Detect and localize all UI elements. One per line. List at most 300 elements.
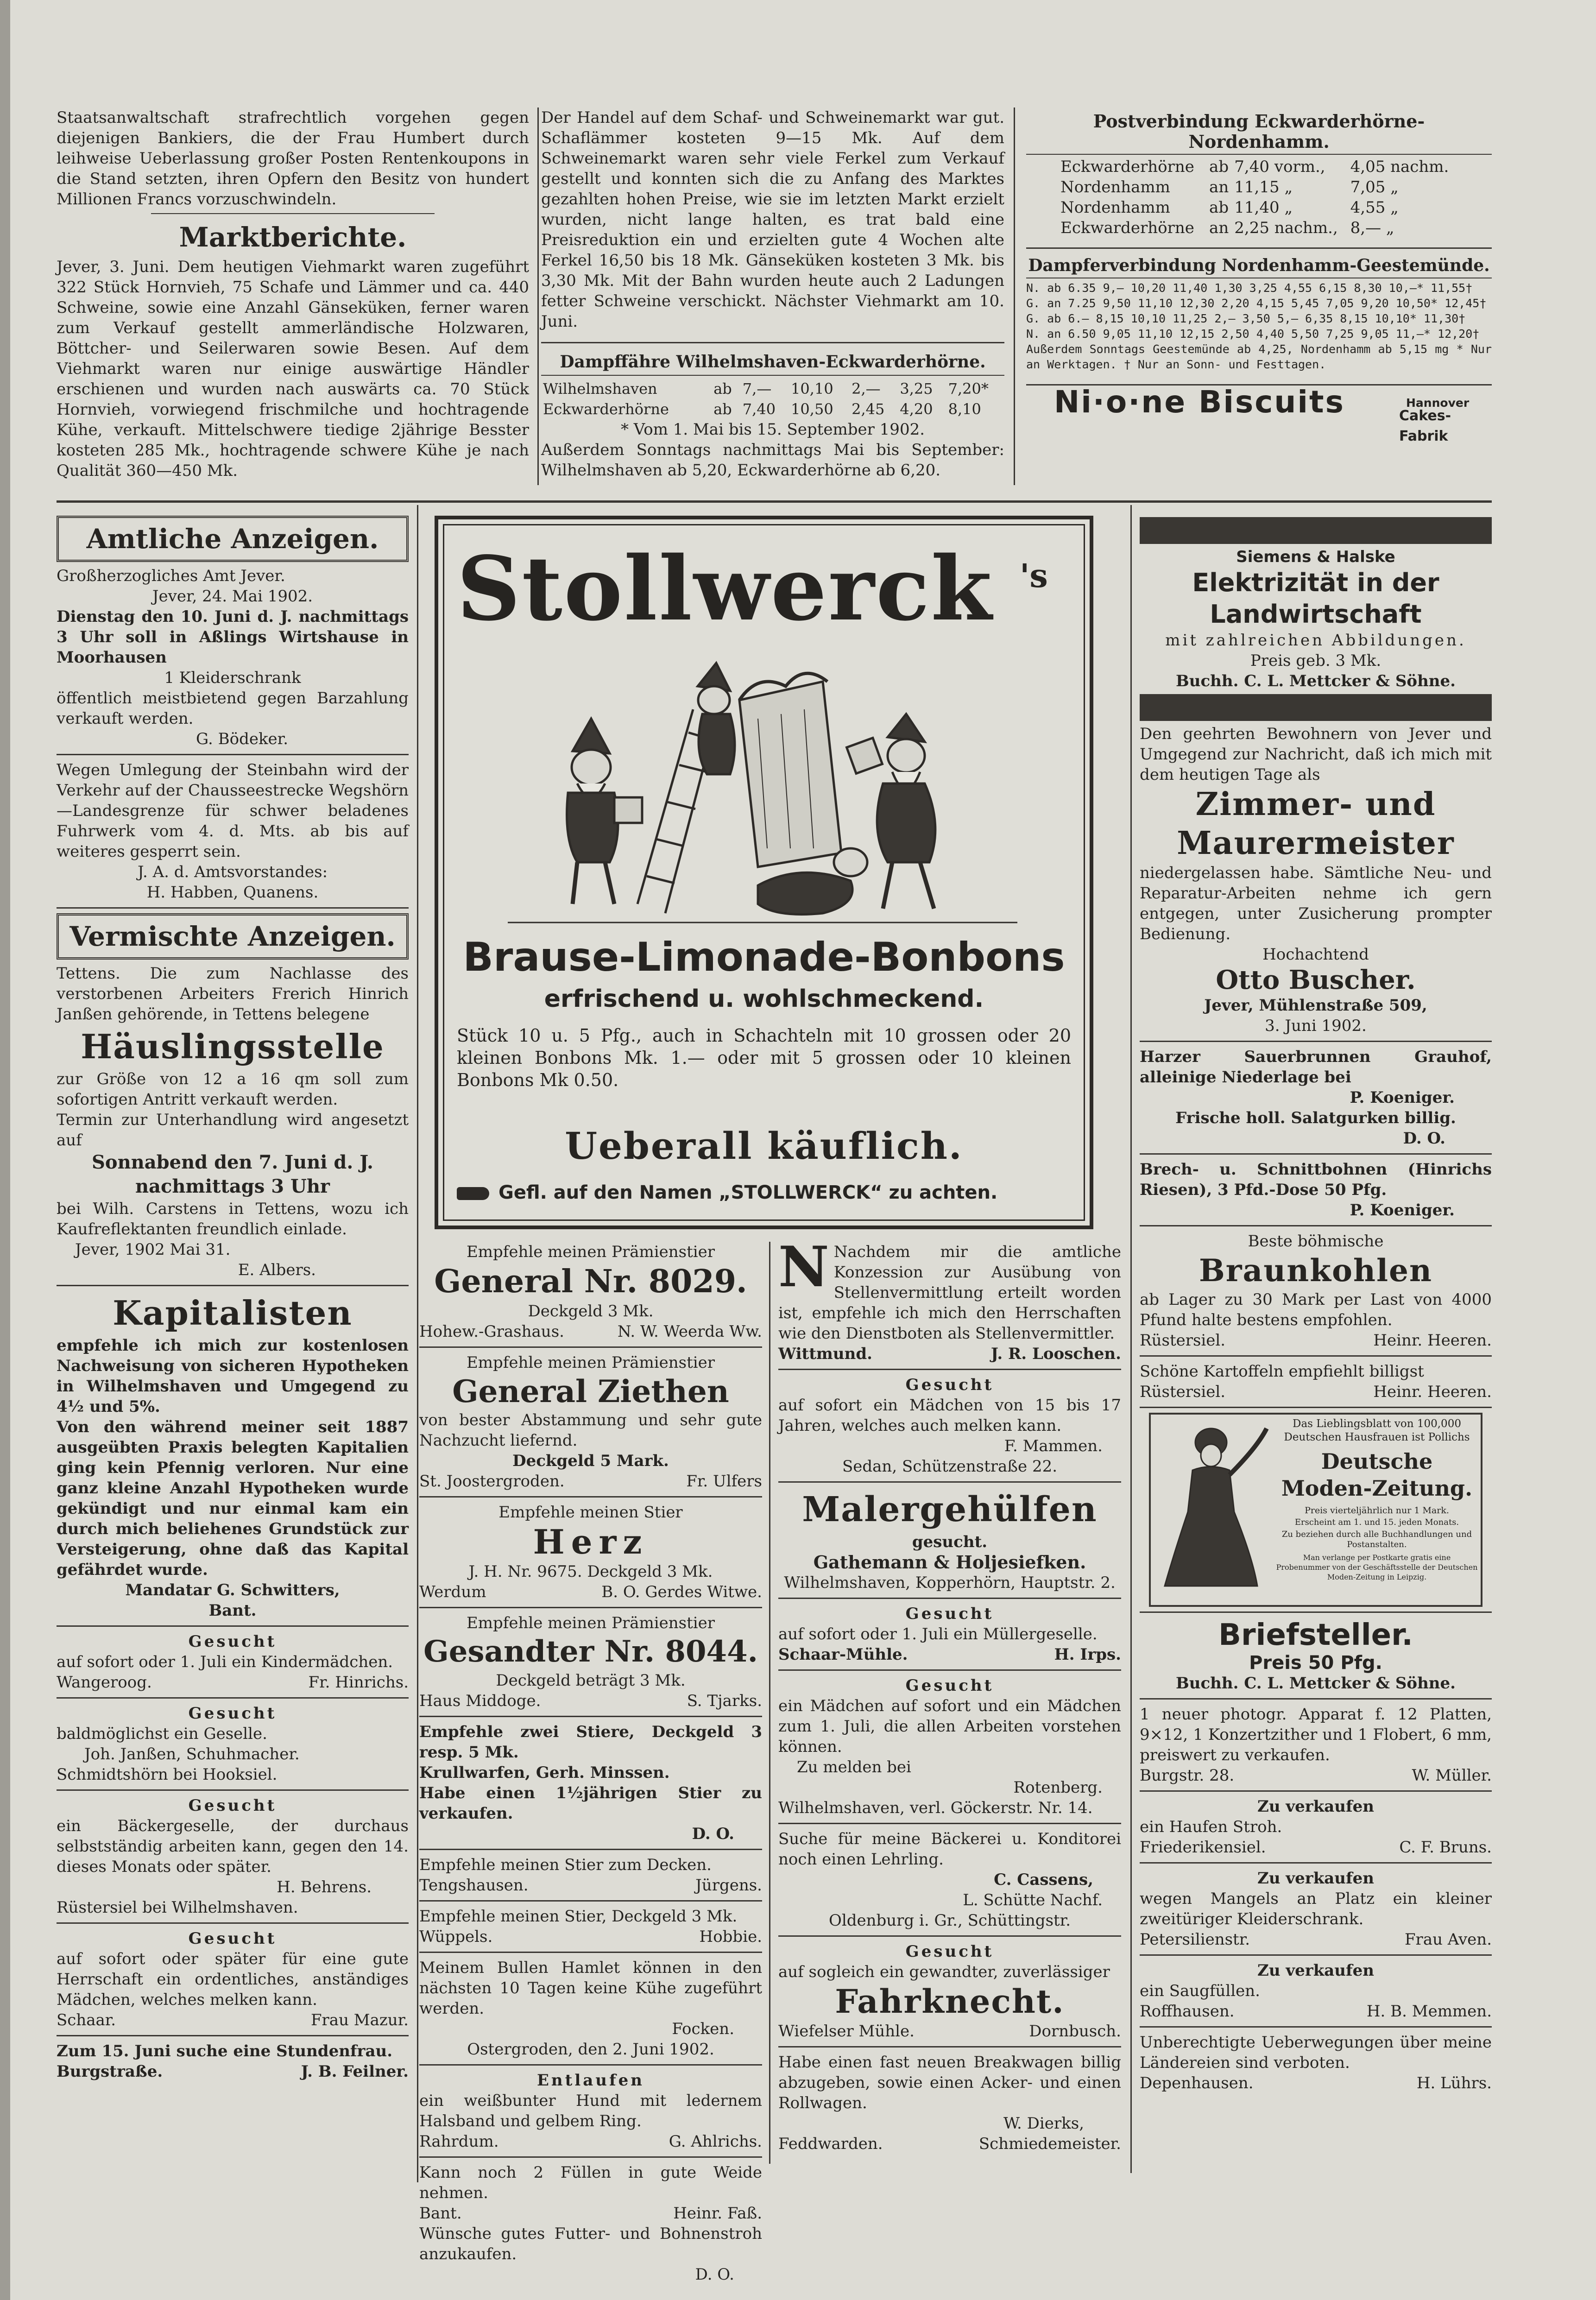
letter-writer-seller: Buchh. C. L. Mettcker & Söhne.: [1176, 1674, 1456, 1693]
wanted-name: Rotenberg.: [1013, 1778, 1103, 1797]
bull-ad-signature: [419, 1321, 762, 1342]
market-heading: Marktberichte.: [179, 221, 407, 253]
road-closure-signature: H. Habben, Quanens.: [146, 883, 319, 902]
column-1: [57, 512, 409, 2082]
woman-figure-illustration: [1155, 1419, 1276, 1591]
apprentice-name: C. Cassens,: [994, 1870, 1093, 1889]
divider: [1140, 1355, 1492, 1357]
magazine-availability: Zu beziehen durch alle Buchhandlungen und Postanstalten.: [1281, 1529, 1472, 1549]
post-title: Postverbindung Eckwarderhörne-Nordenhamm.: [1093, 111, 1425, 152]
painters-wanted: gesucht.: [912, 1533, 988, 1551]
magazine-sample: Man verlange per Postkarte gratis eine Probenummer von der Geschäftsstelle der Deutschen Moden-Zeitung in Leipzig.: [1276, 1553, 1478, 1581]
divider: [778, 2046, 1121, 2047]
official-notices-heading: Amtliche Anzeigen.: [57, 516, 409, 562]
apprentice-place: Oldenburg i. Gr., Schüttingstr.: [828, 1911, 1071, 1930]
stollwerck-brand-suffix: 's: [1020, 556, 1048, 595]
cucumber-seller: D. O.: [1403, 1129, 1445, 1148]
wanted-name: H. Behrens.: [277, 1878, 372, 1896]
product-name: Brause-Limonade-Bonbons: [463, 934, 1065, 980]
bull-ad-name: Krullwarfen, Gerh. Minssen.: [419, 1763, 670, 1782]
place: Wiefelser Mühle.: [778, 2022, 915, 2041]
magazine-tagline: Das Lieblingsblatt von 100,000 Deutschen Hausfrauen ist Pollichs: [1284, 1418, 1470, 1443]
tettens-size: zur Größe von 12 a 16 qm soll zum sofortigen Antritt verkauft werden.: [57, 1070, 409, 1109]
availability: Ueberall käuflich.: [565, 1124, 963, 1168]
wagon-name: W. Dierks,: [1003, 2114, 1084, 2133]
name: Dornbusch.: [1029, 2022, 1121, 2041]
place: Burgstraße.: [57, 2062, 163, 2081]
place: Burgstr. 28.: [1140, 1766, 1235, 1785]
camera-ad: 1 neuer photogr. Apparat f. 12 Platten, 9×12, 1 Konzertzither und 1 Flobert, 6 mm, preiswert zu verkaufen.: [1140, 1705, 1492, 1764]
letter-writer-price: Preis 50 Pfg.: [1249, 1652, 1382, 1674]
for-sale-signature: [1140, 1837, 1492, 1858]
divider: [541, 342, 1004, 343]
painters-heading: Malergehülfen: [802, 1490, 1098, 1529]
bull-ad-signature: D. O.: [692, 1825, 734, 1843]
table-cell: 7,40 vorm.,: [1234, 158, 1325, 176]
divider: [778, 1369, 1121, 1370]
name: Heinr. Faß.: [673, 2204, 762, 2223]
table-cell: Nordenhamm: [1060, 178, 1170, 196]
wanted-text: ein Mädchen auf sofort und ein Mädchen zum 1. Juli, die allen Arbeiten vorstehen können.: [778, 1697, 1121, 1756]
divider: [1026, 247, 1492, 249]
place: Rüstersiel.: [1140, 1383, 1226, 1401]
divider: [419, 1952, 762, 1953]
bull-ad-text: von bester Abstammung und sehr gute Nachzucht liefernd.: [419, 1411, 762, 1450]
table-cell: an: [1209, 219, 1229, 237]
table-cell: ab: [1209, 158, 1229, 176]
name: Fr. Ulfers: [686, 1472, 762, 1491]
amt-auction: Dienstag den 10. Juni d. J. nachmittags 3 Uhr soll in Aßlings Wirtshause in Moorhausen: [57, 607, 409, 667]
tettens-property: Häuslingsstelle: [81, 1027, 385, 1066]
steamer-timetable: [1026, 280, 1492, 341]
column-rule: [1014, 107, 1015, 485]
wanted-heading: Gesucht: [188, 1929, 277, 1948]
divider: [419, 1849, 762, 1850]
place: Bant.: [419, 2204, 462, 2223]
cucumber-ad: Frische holl. Salatgurken billig.: [1175, 1109, 1456, 1127]
brand-notice: [457, 1182, 1071, 1203]
place: Wangeroog.: [57, 1673, 152, 1692]
table-cell: ab: [1209, 198, 1229, 217]
steamer-row: G. an 7.25 9,50 11,10 12,30 2,20 4,15 5,45 7,05 9,20 10,50* 12,45†: [1026, 297, 1487, 310]
divider: [419, 1900, 762, 1902]
amt-signature: G. Bödeker.: [196, 730, 288, 748]
wanted-heading: Gesucht: [188, 1704, 277, 1723]
name: S. Tjarks.: [687, 1692, 762, 1710]
table-cell: 2,45: [852, 400, 885, 418]
table-cell: Nordenhamm: [1060, 198, 1170, 217]
ferry-note: * Vom 1. Mai bis 15. September 1902.: [620, 420, 925, 439]
divider: [1140, 1153, 1492, 1155]
bull-ad-fee: Deckgeld 5 Mark.: [512, 1452, 669, 1470]
product-tagline: erfrischend u. wohlschmeckend.: [544, 985, 984, 1013]
tettens-venue: bei Wilh. Carstens in Tettens, wozu ich Kaufreflektanten freundlich einlade.: [57, 1200, 409, 1238]
divider: [1140, 1041, 1492, 1042]
pasture-offer: Kann noch 2 Füllen in gute Weide nehmen.: [419, 2163, 762, 2202]
divider: [57, 1625, 409, 1627]
builder-intro: Den geehrten Bewohnern von Jever und Umgegend zur Nachricht, daß ich mich mit dem heutigen Tage als: [1140, 725, 1492, 784]
wanted-place: Wilhelmshaven, verl. Göckerstr. Nr. 14.: [778, 1799, 1093, 1817]
market-report: Jever, 3. Juni. Dem heutigen Viehmarkt waren zugeführt 322 Stück Hornvieh, 75 Schafe und Lämmer und ca. 440 Schweine, sowie eine Anzahl Gänseküken, ferner waren zum Verkauf gestellt ammerländische Holzwaren, Böttcher- und Seilerwaren sowie Besen. Auf dem Viehmarkt waren nur einige auswärtige Händler erschienen und wurden nach auswärts ca. 70 Stück Hornvieh, vorwiegend frischmilche und hochtragende Kühe, verkauft. Mittelschwere tiedige 2jährige Besster kosteten 285 Mk., hochtragende schwere Kühe je nach Qualität 360—450 Mk.: [57, 258, 529, 480]
amt-item: 1 Kleiderschrank: [164, 669, 301, 687]
wanted-text: ein Bäckergeselle, der durchaus selbstständig arbeiten kann, gegen den 14. dieses Monats oder später.: [57, 1817, 409, 1876]
wagon-signature: [778, 2134, 1121, 2154]
builder-trade-1: Zimmer- und: [1195, 786, 1436, 823]
coal-signature: [1140, 1330, 1492, 1351]
bull-ad-signature: [419, 1691, 762, 1711]
tettens-dateline: Jever, 1902 Mai 31.: [75, 1240, 231, 1259]
magazine-price: Preis vierteljährlich nur 1 Mark.: [1305, 1505, 1449, 1516]
painters-address: Wilhelmshaven, Kopperhörn, Hauptstr. 2.: [784, 1573, 1116, 1592]
place: Haus Middoge.: [419, 1692, 541, 1710]
table-cell: an: [1209, 178, 1229, 196]
biscuits-city: Hannover: [1406, 396, 1470, 410]
tettens-intro: Tettens. Die zum Nachlasse des verstorbenen Arbeiters Frerich Hinrich Janßen gehörende, in Tettens belegene: [57, 964, 409, 1024]
name: N. W. Weerda Ww.: [617, 1322, 762, 1341]
siemens-firm: Siemens & Halske: [1236, 548, 1395, 566]
divider: [1140, 1862, 1492, 1864]
agency-notice-text: Nachdem mir die amtliche Konzession zur Ausübung von Stellenvermittlung erteilt worden ist, empfehle ich mich den Herrschaften wie den Dienstboten als Stellenvermittler.: [778, 1243, 1121, 1343]
stollwerck-ad: [435, 516, 1093, 1229]
bull-ad-intro: Empfehle meinen Prämienstier: [466, 1614, 715, 1632]
builder-trade-2: Maurermeister: [1177, 825, 1455, 862]
place: Tengshausen.: [419, 1876, 529, 1895]
place: Petersilienstr.: [1140, 1930, 1250, 1949]
divider: [419, 1346, 762, 1348]
table-cell: ab: [713, 380, 732, 398]
section-rule: [57, 500, 1492, 503]
wanted-place: Rüstersiel bei Wilhelmshaven.: [57, 1898, 298, 1917]
divider: [1140, 1225, 1492, 1226]
tettens-signature: E. Albers.: [238, 1261, 316, 1279]
builder-closing: Hochachtend: [1262, 945, 1369, 964]
straw-wanted: Wünsche gutes Futter- und Bohnenstroh anzukaufen.: [419, 2224, 762, 2263]
name: H. B. Memmen.: [1366, 2002, 1492, 2021]
name: J. B. Feilner.: [301, 2062, 409, 2081]
bull-ad-signature: [419, 1471, 762, 1491]
divider: [1140, 1954, 1492, 1956]
wanted-text: baldmöglichst ein Geselle.: [57, 1725, 267, 1743]
table-cell: 10,50: [791, 400, 833, 418]
divider: [778, 1669, 1121, 1671]
place: Wüppels.: [419, 1927, 493, 1946]
gnomes-illustration: [498, 645, 1027, 932]
divider: [1140, 1790, 1492, 1792]
place: Schaar.: [57, 2011, 116, 2029]
page-edge: [0, 0, 10, 2300]
steamer-row: G. ab 6.— 8,15 10,10 11,25 2,— 3,50 5,— 6,35 8,15 10,10* 11,30†: [1026, 312, 1466, 325]
steamer-row: N. an 6.50 9,05 11,10 12,15 2,50 4,40 5,50 7,25 9,05 11,—* 12,20†: [1026, 327, 1480, 341]
wagon-offer: Habe einen fast neuen Breakwagen billig abzugeben, sowie einen Acker- und einen Rollwagen.: [778, 2053, 1121, 2112]
wanted-heading: Gesucht: [905, 1605, 994, 1623]
bull-ad-intro: Empfehle meinen Prämienstier: [466, 1353, 715, 1372]
divider: [57, 1789, 409, 1791]
divider: [778, 1481, 1121, 1483]
divider: [57, 754, 409, 755]
place: Roffhausen.: [1140, 2002, 1235, 2021]
humbert-article: Staatsanwaltschaft strafrechtlich vorgehen gegen diejenigen Bankiers, die der Frau Humbert durch leihweise Ueberlassung großer Posten Rentenkoupons in die Stand setzten, ihren Opfern den Besitz von hundert Millionen Francs vorzuschwindeln.: [57, 108, 529, 209]
magazine-schedule: Erscheint am 1. und 15. jeden Monats.: [1294, 1517, 1459, 1527]
coal-intro: Beste böhmische: [1248, 1232, 1384, 1251]
post-timetable: [1059, 157, 1459, 238]
bull-ad-name: Herz: [533, 1522, 649, 1561]
bull-ad-fee: J. H. Nr. 9675. Deckgeld 3 Mk.: [468, 1562, 713, 1581]
bull-ad-fee: Deckgeld 3 Mk.: [528, 1302, 654, 1321]
post-row: [1059, 177, 1459, 197]
name: B. O. Gerdes Witwe.: [601, 1583, 762, 1601]
spring-water-ad: Harzer Sauerbrunnen Grauhof, alleinige Niederlage bei: [1140, 1048, 1492, 1087]
bull-ad-signature: [419, 1875, 762, 1896]
camera-signature: [1140, 1765, 1492, 1786]
top-column-2: [541, 107, 1004, 480]
table-cell: Eckwarderhörne: [1060, 219, 1194, 237]
bull-ad-text: Habe einen 1½jährigen Stier zu verkaufen.: [419, 1784, 762, 1823]
capitalists-place: Bant.: [208, 1601, 257, 1620]
dark-bar: [1140, 517, 1492, 544]
divider: [151, 213, 435, 214]
wanted-place: Sedan, Schützenstraße 22.: [842, 1457, 1058, 1476]
place: Friederikensiel.: [1140, 1838, 1266, 1857]
post-row: [1059, 218, 1459, 238]
bull-notice-signature: Focken.: [672, 2020, 734, 2038]
divider: [778, 1823, 1121, 1824]
divider: [1026, 154, 1492, 155]
ferry-title: Dampffähre Wilhelmshaven-Eckwarderhörne.: [560, 352, 986, 372]
product-price: Stück 10 u. 5 Pfg., auch in Schachteln mit 10 grossen oder 20 kleinen Bonbons Mk. 1.— oder mit 5 grossen oder 10 kleinen Bonbons Mk 0.50.: [457, 1025, 1071, 1090]
table-cell: 7,20*: [948, 380, 989, 398]
place: Schaar-Mühle.: [778, 1645, 908, 1664]
brand-notice-text: Gefl. auf den Namen „STOLLWERCK“ zu achten.: [498, 1182, 998, 1203]
capitalists-heading: Kapitalisten: [113, 1293, 353, 1333]
name: H. Lührs.: [1416, 2074, 1492, 2092]
wanted-name: F. Mammen.: [1004, 1437, 1103, 1455]
name: Frau Mazur.: [310, 2011, 409, 2029]
column-rule: [769, 1242, 770, 2164]
table-cell: Wilhelmshaven: [543, 380, 657, 398]
table-cell: 7,05 „: [1350, 178, 1399, 196]
capitalists-name: Mandatar G. Schwitters,: [125, 1581, 340, 1599]
bull-ad-signature: [419, 1927, 762, 1947]
bull-notice-date: Ostergroden, den 2. Juni 1902.: [467, 2040, 714, 2059]
divider: [57, 907, 409, 909]
divider: [778, 1598, 1121, 1599]
post-row: [1059, 157, 1459, 177]
steamer-note: Außerdem Sonntags Geestemünde ab 4,25, Nordenhamm ab 5,15 mg * Nur an Werktagen. † Nur an Sonn- und Festtagen.: [1026, 342, 1492, 371]
coal-text: ab Lager zu 30 Mark per Last von 4000 Pfund halte bestens empfohlen.: [1140, 1290, 1492, 1329]
trade: Schmiedemeister.: [978, 2135, 1121, 2153]
wanted-name: Joh. Janßen, Schuhmacher.: [84, 1745, 300, 1763]
table-cell: 4,55 „: [1350, 198, 1399, 217]
name: Jürgens.: [695, 1876, 762, 1895]
magazine-title: Deutsche Moden-Zeitung.: [1281, 1449, 1473, 1501]
divider: [1140, 1611, 1492, 1613]
wanted-heading: Gesucht: [905, 1376, 994, 1394]
potatoes-ad: Schöne Kartoffeln empfiehlt billigst: [1140, 1362, 1424, 1381]
for-sale-signature: [1140, 1929, 1492, 1950]
builder-date: 3. Juni 1902.: [1265, 1017, 1367, 1035]
for-sale-text: ein Saugfüllen.: [1140, 1982, 1260, 2000]
beans-seller: P. Koeniger.: [1350, 1201, 1455, 1220]
wanted-heading: Gesucht: [905, 1676, 994, 1695]
for-sale-text: wegen Mangels an Platz ein kleiner zweitüriger Kleiderschrank.: [1140, 1889, 1492, 1928]
table-cell: 8,— „: [1350, 219, 1394, 237]
farmhand-heading: Fahrknecht.: [835, 1982, 1065, 2021]
column-3: [778, 1234, 1121, 2154]
divider: [57, 1922, 409, 1924]
trespass-notice: Unberechtigte Ueberwegungen über meine Ländereien sind verboten.: [1140, 2033, 1492, 2072]
table-cell: 2,—: [852, 380, 881, 398]
for-sale-signature: [1140, 2001, 1492, 2022]
builder-name: Otto Buscher.: [1216, 965, 1416, 995]
wanted-signature: [57, 1672, 409, 1693]
trespass-signature: [1140, 2073, 1492, 2093]
table-cell: 10,10: [791, 380, 833, 398]
divider: [778, 1935, 1121, 1937]
lost-dog-signature: [419, 2131, 762, 2152]
divider: [419, 2064, 762, 2066]
drop-cap-n: N: [778, 1234, 829, 1300]
table-cell: 2,25 nachm.,: [1234, 219, 1338, 237]
spring-water-seller: P. Koeniger.: [1350, 1088, 1455, 1107]
table-cell: 7,40: [742, 400, 776, 418]
builder-address: Jever, Mühlenstraße 509,: [1204, 996, 1427, 1015]
market-report-cont: Der Handel auf dem Schaf- und Schweinemarkt war gut. Schaflämmer kosteten 9—15 Mk. Auf dem Schweinemarkt waren sehr viele Ferkel zum Verkauf gestellt und konnten sich die zu Anfang des Marktes gezahlten hohen Preise, wie sie im letzten Markt erzielt wurden, nicht lange halten, es trat bald eine Preisreduktion ein und erzielten gute 4 Wochen alte Ferkel 16,50 bis 18 Mk. Gänseküken kosteten 3 Mk. bis 3,30 Mk. Mit der Bahn wurden heute auch 2 Ladungen fetter Schweine verschickt. Nächster Viehmarkt am 10. Juni.: [541, 108, 1004, 331]
road-closure: Wegen Umlegung der Steinbahn wird der Verkehr auf der Chausseestrecke Wegshörn—Landesgrenze für schwer beladenes Fuhrwerk vom 4. d. Mts. ab bis auf weiteres gesperrt sein.: [57, 761, 409, 861]
post-row: [1059, 197, 1459, 218]
name: G. Ahlrichs.: [669, 2132, 762, 2151]
lost-dog-heading: Entlaufen: [537, 2071, 644, 2090]
divider: [419, 1716, 762, 1717]
amt-terms: öffentlich meistbietend gegen Barzahlung verkauft werden.: [57, 689, 409, 728]
biscuits-ad: [1026, 384, 1492, 444]
divider: [419, 1496, 762, 1498]
bull-ad-intro: Empfehle meinen Prämienstier: [466, 1243, 715, 1261]
name: Fr. Hinrichs.: [308, 1673, 409, 1692]
siemens-seller: Buchh. C. L. Mettcker & Söhne.: [1176, 672, 1456, 690]
divider: [419, 2156, 762, 2158]
table-cell: 11,15 „: [1234, 178, 1293, 196]
name: Heinr. Heeren.: [1373, 1331, 1492, 1350]
cleaner-wanted: Zum 15. Juni suche eine Stundenfrau.: [57, 2042, 393, 2060]
name: Hobbie.: [699, 1927, 762, 1946]
tettens-date: Sonnabend den 7. Juni d. J. nachmittags 3 Uhr: [92, 1151, 373, 1197]
amt-office: Großherzogliches Amt Jever.: [57, 567, 285, 585]
wanted-heading: Gesucht: [188, 1796, 277, 1815]
bull-ad-text: Empfehle meinen Stier, Deckgeld 3 Mk.: [419, 1907, 738, 1926]
top-column-3: [1026, 111, 1492, 444]
capitalists-record: Von den während meiner seit 1887 ausgeübten Praxis belegten Kapitalien ging kein Pfennig verloren. Nur eine ganz kleine Anzahl Hypotheken wurde gekündigt und nur einmal kam ein durch mich beliehenes Grundstück zur Versteigerung, ohne daß das Kapital gefährdet wurde.: [57, 1418, 409, 1579]
wanted-text: auf sofort oder 1. Juli ein Kindermädchen.: [57, 1653, 393, 1671]
bull-ad-name: Gesandter Nr. 8044.: [423, 1634, 758, 1669]
wanted-signature: [57, 2010, 409, 2030]
bull-ad-text: Empfehle zwei Stiere, Deckgeld 3 resp. 5 Mk.: [419, 1723, 762, 1762]
capitalists-offer: empfehle ich mich zur kostenlosen Nachweisung von sicheren Hypotheken in Wilhelmshaven und Umgegend zu 4½ und 5%.: [57, 1336, 409, 1416]
divider: [1140, 2026, 1492, 2028]
stollwerck-brand: Stollwerck: [457, 537, 993, 640]
table-cell: Eckwarderhörne: [1060, 158, 1194, 176]
place: Rüstersiel.: [1140, 1331, 1226, 1350]
fashion-magazine-ad: [1149, 1413, 1482, 1607]
wanted-text: auf sofort oder später für eine gute Herrschaft ein ordentliches, anständiges Mädchen, welches melken kann.: [57, 1950, 409, 2009]
for-sale-heading: Zu verkaufen: [1257, 1869, 1374, 1888]
siemens-subtitle: mit zahlreichen Abbildungen.: [1165, 631, 1466, 650]
ferry-row: [541, 399, 1004, 419]
siemens-title: Elektrizität in der Landwirtschaft: [1192, 568, 1439, 629]
wanted-signature: [778, 2021, 1121, 2041]
bull-ad-text: Empfehle meinen Stier zum Decken.: [419, 1856, 712, 1874]
wanted-contact: Zu melden bei: [797, 1758, 911, 1776]
divider: [57, 1285, 409, 1286]
bull-ad-signature: [419, 1582, 762, 1602]
wanted-heading: Gesucht: [905, 1942, 994, 1961]
builder-text: niedergelassen habe. Sämtliche Neu- und Reparatur-Arbeiten nehme ich gern entgegen, unter Zusicherung prompter Bedienung.: [1140, 864, 1492, 943]
place: Feddwarden.: [778, 2135, 883, 2153]
dark-bar: [1140, 694, 1492, 721]
column-rule: [537, 107, 539, 485]
lost-dog-text: ein weißbunter Hund mit ledernem Halsband und gelbem Ring.: [419, 2091, 762, 2130]
biscuits-factory: Cakes-Fabrik: [1399, 408, 1451, 444]
apprentice-wanted: Suche für meine Bäckerei u. Konditorei noch einen Lehrling.: [778, 1830, 1121, 1869]
bull-notice: Meinem Bullen Hamlet können in den nächsten 10 Tagen keine Kühe zugeführt werden.: [419, 1959, 762, 2018]
ferry-timetable: [541, 379, 1004, 419]
letter-writer-heading: Briefsteller.: [1218, 1618, 1413, 1652]
wanted-heading: Gesucht: [188, 1632, 277, 1651]
straw-signature: D. O.: [695, 2265, 734, 2284]
name: J. R. Looschen.: [990, 1345, 1121, 1363]
column-4: [1140, 514, 1492, 2093]
place: Depenhausen.: [1140, 2074, 1254, 2092]
table-cell: 4,05 nachm.: [1350, 158, 1449, 176]
wanted-signature: [778, 1644, 1121, 1665]
road-closure-by: J. A. d. Amtsvorstandes:: [137, 863, 328, 881]
table-cell: Eckwarderhörne: [543, 400, 669, 418]
name: Frau Aven.: [1404, 1930, 1492, 1949]
biscuits-brand: Ni·o·ne Biscuits: [1054, 384, 1345, 420]
table-cell: 7,—: [742, 380, 772, 398]
apprentice-firm: L. Schütte Nachf.: [963, 1891, 1103, 1909]
top-column-1: [57, 107, 529, 481]
steamer-title: Dampferverbindung Nordenhamm-Geestemünde.: [1028, 256, 1490, 275]
for-sale-text: ein Haufen Stroh.: [1140, 1818, 1282, 1836]
place: Hohew.-Grashaus.: [419, 1322, 564, 1341]
wanted-text: auf sofort ein Mädchen von 15 bis 17 Jahren, welches auch melken kann.: [778, 1396, 1121, 1435]
ferry-sunday-note: Außerdem Sonntags nachmittags Mai bis September: Wilhelmshaven ab 5,20, Eckwarderhörne ab 6,20.: [541, 441, 1004, 480]
divider: [1140, 1407, 1492, 1408]
column-2: [419, 1242, 762, 2285]
column-rule: [417, 505, 418, 2182]
bull-ad-name: General Ziethen: [452, 1373, 729, 1409]
divider: [57, 2035, 409, 2036]
name: C. F. Bruns.: [1399, 1838, 1492, 1857]
name: Heinr. Heeren.: [1373, 1383, 1492, 1401]
table-cell: 8,10: [948, 400, 981, 418]
wanted-place: Schmidtshörn bei Hooksiel.: [57, 1765, 278, 1784]
place: Werdum: [419, 1583, 486, 1601]
place: Rahrdum.: [419, 2132, 499, 2151]
beans-ad: Brech- u. Schnittbohnen (Hinrichs Riesen), 3 Pfd.-Dose 50 Pfg.: [1140, 1160, 1492, 1199]
tettens-term: Termin zur Unterhandlung wird angesetzt auf: [57, 1111, 409, 1150]
bull-ad-name: General Nr. 8029.: [434, 1263, 747, 1300]
name: H. Irps.: [1054, 1645, 1121, 1664]
painters-firm: Gathemann & Holjesiefken.: [813, 1552, 1086, 1573]
table-cell: 4,20: [900, 400, 933, 418]
table-cell: 11,40 „: [1234, 198, 1293, 217]
ferry-row: [541, 379, 1004, 399]
steamer-row: N. ab 6.35 9,— 10,20 11,40 1,30 3,25 4,55 6,15 8,30 10,—* 11,55†: [1026, 281, 1473, 295]
cleaner-signature: [57, 2061, 409, 2082]
for-sale-heading: Zu verkaufen: [1257, 1797, 1374, 1816]
divider: [541, 375, 1004, 376]
